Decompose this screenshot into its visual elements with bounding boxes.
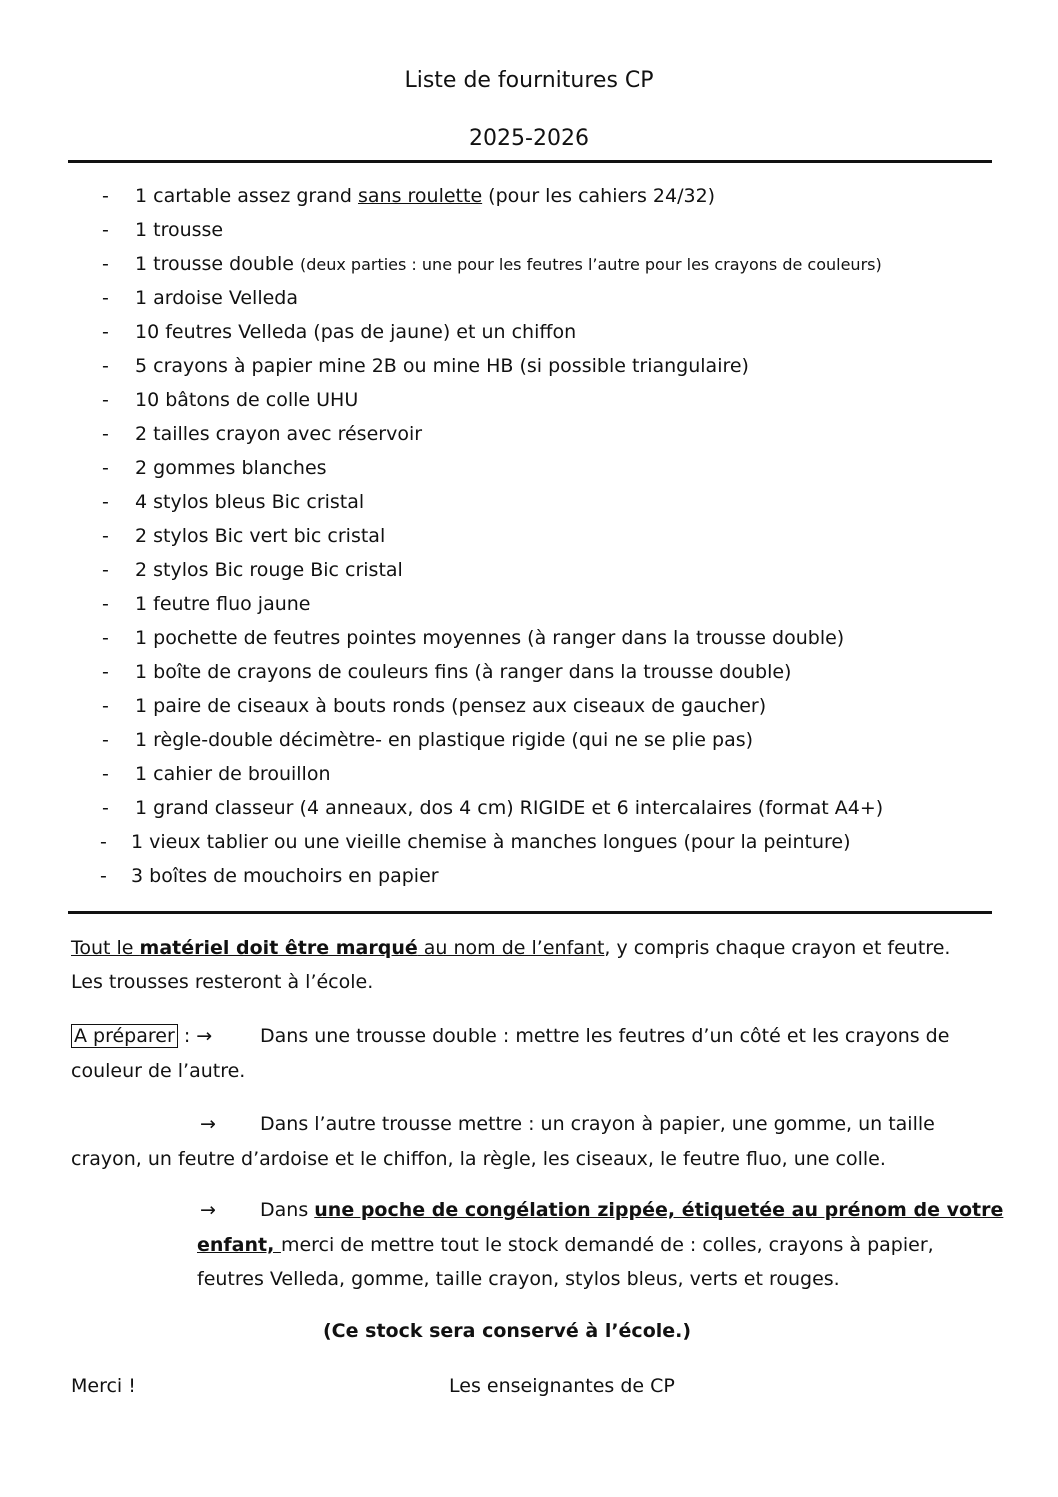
item-text: 1 boîte de crayons de couleurs fins (à ranger dans la trousse double): [135, 661, 792, 683]
document-title: Liste de fournitures CP: [404, 68, 654, 93]
item-text: 2 stylos Bic rouge Bic cristal: [135, 559, 403, 581]
bullet-dash: -: [102, 593, 109, 615]
item-text: 1 cahier de brouillon: [135, 763, 331, 785]
bullet-dash: -: [100, 865, 107, 887]
item-text: 2 stylos Bic vert bic cristal: [135, 525, 386, 547]
thanks: Merci !: [71, 1375, 136, 1397]
step1-line1: Dans une trousse double : mettre les feutres d’un côté et les crayons de: [260, 1025, 950, 1047]
prepare-label: A préparer: [71, 1024, 178, 1048]
item-text: 1 vieux tablier ou une vieille chemise à manches longues (pour la peinture): [131, 831, 851, 853]
marking-notice: [71, 937, 950, 959]
item-text: 1 pochette de feutres pointes moyennes (à ranger dans la trousse double): [135, 627, 845, 649]
bullet-dash: -: [102, 491, 109, 513]
item-text: 1 feutre fluo jaune: [135, 593, 311, 615]
bottom-divider: [68, 911, 992, 914]
stock-note: (Ce stock sera conservé à l’école.): [323, 1320, 692, 1342]
item-text: 10 bâtons de colle UHU: [135, 389, 359, 411]
notice-line-2: Les trousses resteront à l’école.: [71, 971, 374, 993]
bullet-dash: -: [102, 355, 109, 377]
arrow-icon: →: [196, 1025, 213, 1047]
bullet-dash: -: [102, 321, 109, 343]
step3-line3: feutres Velleda, gomme, taille crayon, stylos bleus, verts et rouges.: [197, 1268, 840, 1290]
item-text: 2 gommes blanches: [135, 457, 327, 479]
item-text: 1 paire de ciseaux à bouts ronds (pensez aux ciseaux de gaucher): [135, 695, 767, 717]
step3-rest: merci de mettre tout le stock demandé de : colles, crayons à papier,: [280, 1234, 934, 1256]
step3-bold-cont: enfant,: [197, 1234, 281, 1256]
notice-text: Tout le: [71, 937, 140, 959]
arrow-icon: →: [200, 1113, 216, 1135]
item-text: 1 ardoise Velleda: [135, 287, 299, 309]
step3-line1: [260, 1199, 1003, 1221]
bullet-dash: -: [102, 763, 109, 785]
item-text: 10 feutres Velleda (pas de jaune) et un chiffon: [135, 321, 577, 343]
step3-line2: [197, 1234, 934, 1256]
step2-line1: Dans l’autre trousse mettre : un crayon à papier, une gomme, un taille: [260, 1113, 935, 1135]
signature: Les enseignantes de CP: [449, 1375, 675, 1397]
bullet-dash: -: [102, 253, 109, 275]
item-text: 4 stylos bleus Bic cristal: [135, 491, 365, 513]
top-divider: [68, 160, 992, 163]
notice-bold: matériel doit être marqué: [139, 937, 418, 959]
bullet-dash: -: [102, 423, 109, 445]
bullet-dash: -: [102, 797, 109, 819]
prepare-colon: :: [177, 1025, 197, 1047]
step1-line2: couleur de l’autre.: [71, 1060, 246, 1082]
bullet-dash: -: [102, 185, 109, 207]
bullet-dash: -: [102, 729, 109, 751]
item-text: 2 tailles crayon avec réservoir: [135, 423, 423, 445]
item-text: 3 boîtes de mouchoirs en papier: [131, 865, 439, 887]
bullet-dash: -: [102, 457, 109, 479]
bullet-dash: -: [102, 627, 109, 649]
bullet-dash: -: [102, 525, 109, 547]
item-text: 1 trousse double: [135, 253, 300, 275]
bullet-dash: -: [102, 559, 109, 581]
bullet-dash: -: [102, 389, 109, 411]
item-text: 5 crayons à papier mine 2B ou mine HB (si possible triangulaire): [135, 355, 749, 377]
item-text: 1 grand classeur (4 anneaux, dos 4 cm) RIGIDE et 6 intercalaires (format A4+): [135, 797, 884, 819]
bullet-dash: -: [100, 831, 107, 853]
bullet-dash: -: [102, 661, 109, 683]
notice-text-underlined: au nom de l’enfant: [417, 937, 605, 959]
underlined-text: sans roulette: [358, 185, 483, 207]
step3-bold: une poche de congélation zippée, étiquetée au prénom de votre: [314, 1199, 1004, 1221]
item-text: 1 cartable assez grand: [135, 185, 358, 207]
step3-prefix: Dans: [260, 1199, 315, 1221]
bullet-dash: -: [102, 287, 109, 309]
item-text-suffix: (pour les cahiers 24/32): [482, 185, 716, 207]
notice-rest: , y compris chaque crayon et feutre.: [604, 937, 951, 959]
item-note: (deux parties : une pour les feutres l’autre pour les crayons de couleurs): [299, 255, 882, 274]
bullet-dash: -: [102, 695, 109, 717]
prepare-heading: [71, 1025, 212, 1047]
item-text: 1 règle-double décimètre- en plastique rigide (qui ne se plie pas): [135, 729, 754, 751]
item-text: 1 trousse: [135, 219, 224, 241]
school-year: 2025-2026: [469, 126, 589, 151]
arrow-icon: →: [200, 1199, 216, 1221]
bullet-dash: -: [102, 219, 109, 241]
step2-line2: crayon, un feutre d’ardoise et le chiffon, la règle, les ciseaux, le feutre fluo, une colle.: [71, 1148, 886, 1170]
